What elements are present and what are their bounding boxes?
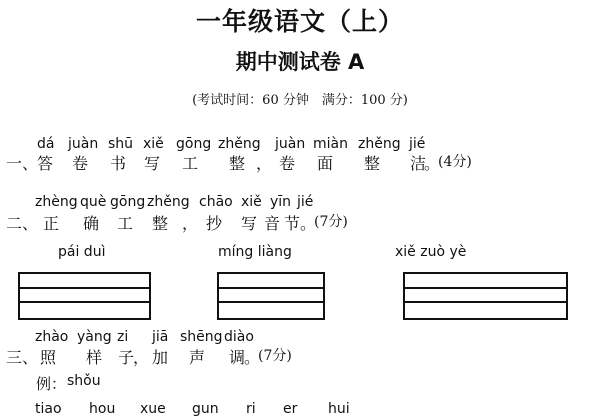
hanzi: 样	[86, 348, 103, 367]
hanzi: 工	[117, 214, 134, 233]
hanzi: 抄	[206, 214, 223, 233]
hanzi: 工	[182, 154, 199, 173]
practice-word: tiao	[35, 401, 62, 417]
item-pinyin: xiě zuò yè	[395, 244, 467, 260]
pinyin-writing-box[interactable]	[217, 272, 325, 320]
hanzi: 书	[110, 154, 127, 173]
pinyin-syllable: chāo	[199, 194, 233, 210]
hanzi: 照	[40, 348, 57, 367]
paper-subtitle: 期中测试卷 A	[235, 50, 365, 74]
writing-guide-line	[219, 287, 323, 289]
pinyin-writing-box[interactable]	[403, 272, 568, 320]
hanzi: 整	[152, 214, 169, 233]
hanzi: 整	[364, 154, 381, 173]
punctuation: 。	[244, 348, 261, 367]
pinyin-syllable: zhěng	[358, 136, 401, 152]
pinyin-syllable: dá	[37, 136, 55, 152]
pinyin-syllable: diào	[224, 329, 254, 345]
hanzi: 节	[284, 214, 301, 233]
practice-word: er	[283, 401, 298, 417]
question-number: 三、	[6, 348, 39, 367]
pinyin-syllable: què	[80, 194, 107, 210]
punctuation: 。	[424, 154, 441, 173]
punctuation: ，	[256, 154, 273, 173]
hanzi: 加	[152, 348, 169, 367]
practice-word: ri	[246, 401, 256, 417]
question-number: 一、	[6, 154, 39, 173]
pinyin-syllable: shū	[108, 136, 134, 152]
punctuation: ，	[182, 214, 199, 233]
hanzi: 整	[229, 154, 246, 173]
practice-word: hou	[89, 401, 116, 417]
pinyin-syllable: zhěng	[147, 194, 190, 210]
pinyin-syllable: miàn	[313, 136, 348, 152]
hanzi: 卷	[72, 154, 89, 173]
hanzi: 洁	[410, 154, 427, 173]
writing-guide-line	[405, 287, 566, 289]
pinyin-syllable: yīn	[270, 194, 292, 210]
practice-word: hui	[328, 401, 350, 417]
exam-info: (考试时间：60 分钟 满分：100 分)	[192, 93, 408, 108]
hanzi: 答	[37, 154, 54, 173]
hanzi: 子	[118, 348, 135, 367]
pinyin-syllable: juàn	[275, 136, 306, 152]
punctuation: ，	[133, 348, 150, 367]
pinyin-syllable: zhào	[35, 329, 69, 345]
pinyin-syllable: yàng	[77, 329, 112, 345]
pinyin-syllable: shēng	[180, 329, 223, 345]
pinyin-syllable: gōng	[110, 194, 146, 210]
practice-word: gun	[192, 401, 219, 417]
pinyin-syllable: juàn	[68, 136, 99, 152]
score-label: (4分)	[438, 154, 472, 170]
item-pinyin: míng liàng	[218, 244, 292, 260]
pinyin-syllable: zi	[117, 329, 129, 345]
hanzi: 卷	[279, 154, 296, 173]
practice-word: xue	[140, 401, 166, 417]
pinyin-syllable: jié	[409, 136, 426, 152]
example-pinyin: shǒu	[67, 373, 101, 389]
score-label: (7分)	[258, 348, 292, 364]
pinyin-syllable: zhěng	[218, 136, 261, 152]
writing-guide-line	[20, 287, 149, 289]
pinyin-syllable: xiě	[143, 136, 164, 152]
pinyin-syllable: xiě	[241, 194, 262, 210]
writing-guide-line	[405, 301, 566, 303]
hanzi: 确	[83, 214, 100, 233]
hanzi: 写	[144, 154, 161, 173]
hanzi: 写	[241, 214, 258, 233]
hanzi: 声	[189, 348, 206, 367]
pinyin-syllable: jié	[297, 194, 314, 210]
pinyin-syllable: jiā	[152, 329, 169, 345]
pinyin-syllable: gōng	[176, 136, 212, 152]
pinyin-syllable: zhèng	[35, 194, 78, 210]
writing-guide-line	[219, 301, 323, 303]
question-number: 二、	[6, 214, 39, 233]
score-label: (7分)	[314, 214, 348, 230]
example-label: 例：	[36, 375, 67, 393]
paper-title: 一年级语文（上）	[195, 7, 404, 36]
writing-guide-line	[20, 301, 149, 303]
hanzi: 音	[264, 214, 281, 233]
hanzi: 正	[43, 214, 60, 233]
punctuation: 。	[300, 214, 317, 233]
item-pinyin: pái duì	[58, 244, 106, 260]
hanzi: 面	[317, 154, 334, 173]
hanzi: 调	[229, 348, 246, 367]
pinyin-writing-box[interactable]	[18, 272, 151, 320]
